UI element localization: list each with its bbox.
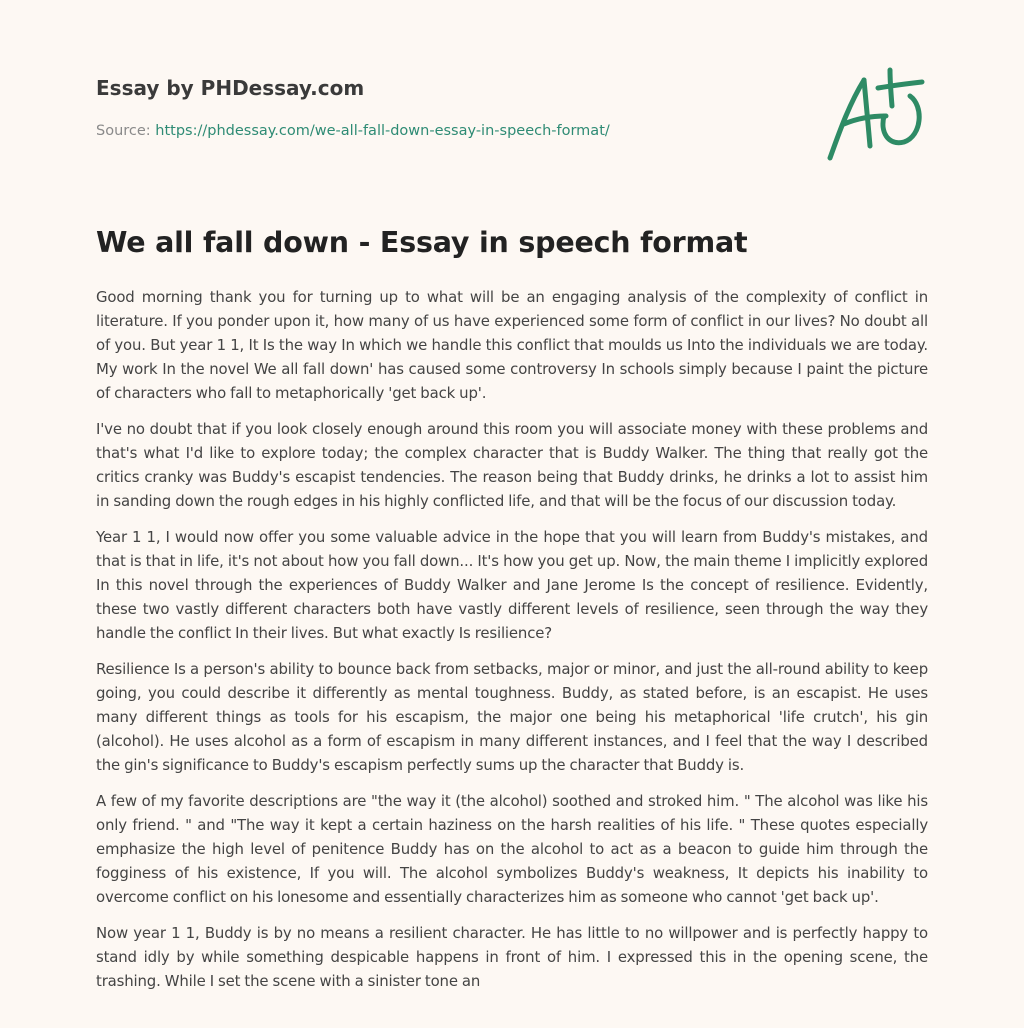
source-link[interactable]: https://phdessay.com/we-all-fall-down-essay-in-speech-format/: [155, 123, 610, 139]
essay-paragraph: Resilience Is a person's ability to bounce back from setbacks, major or minor, and just the all-round ability to keep going, you could describe it differently as mental toughness. Buddy, as stated before, is an escapist. He uses many different things as tools for his escapism, the major one being his metaphorical 'life crutch', his gin (alcohol). He uses alcohol as a form of escapism in many different instances, and I feel that the way I described the gin's significance to Buddy's escapism perfectly sums up the character that Buddy is.: [96, 660, 928, 774]
source-line: [96, 123, 610, 139]
essay-title: We all fall down - Essay in speech format: [96, 226, 748, 259]
essay-paragraph: Now year 1 1, Buddy is by no means a resilient character. He has little to no willpower and is perfectly happy to stand idly by while something despicable happens in front of him. I expressed this in the opening scene, the trashing. While I set the scene with a sinister tone an: [96, 924, 928, 990]
essay-paragraph: Year 1 1, I would now offer you some valuable advice in the hope that you will learn from Buddy's mistakes, and that is that in life, it's not about how you fall down... It's how you get up. Now, the main theme I implicitly explored In this novel through the experiences of Buddy Walker and Jane Jerome Is the concept of resilience. Evidently, these two vastly different characters both have vastly different levels of resilience, seen through the way they handle the conflict In their lives. But what exactly Is resilience?: [96, 528, 928, 642]
essay-paragraph: Good morning thank you for turning up to what will be an engaging analysis of the complexity of conflict in literature. If you ponder upon it, how many of us have experienced some form of conflict in our lives? No doubt all of you. But year 1 1, It Is the way In which we handle this conflict that moulds us Into the individuals we are today. My work In the novel We all fall down' has caused some controversy In schools simply because I paint the picture of characters who fall to metaphorically 'get back up'.: [96, 288, 928, 402]
site-brand-title: Essay by PHDessay.com: [96, 76, 365, 100]
essay-paragraph: A few of my favorite descriptions are "the way it (the alcohol) soothed and stroked him. " The alcohol was like his only friend. " and "The way it kept a certain haziness on the harsh realities of his life. " These quotes especially emphasize the high level of penitence Buddy has on the alcohol to act as a beacon to guide him through the fogginess of his existence, If you will. The alcohol symbolizes Buddy's weakness, It depicts his inability to overcome conflict on his lonesome and essentially characterizes him as someone who cannot 'get back up'.: [96, 792, 928, 906]
essay-paragraph: I've no doubt that if you look closely enough around this room you will associate money with these problems and that's what I'd like to explore today; the complex character that is Buddy Walker. The thing that really got the critics cranky was Buddy's escapist tendencies. The reason being that Buddy drinks, he drinks a lot to assist him in sanding down the rough edges in his highly conflicted life, and that will be the focus of our discussion today.: [96, 420, 928, 510]
a-plus-grade-icon: [824, 66, 928, 164]
essay-body: [96, 285, 928, 1005]
source-label: Source:: [96, 123, 156, 139]
